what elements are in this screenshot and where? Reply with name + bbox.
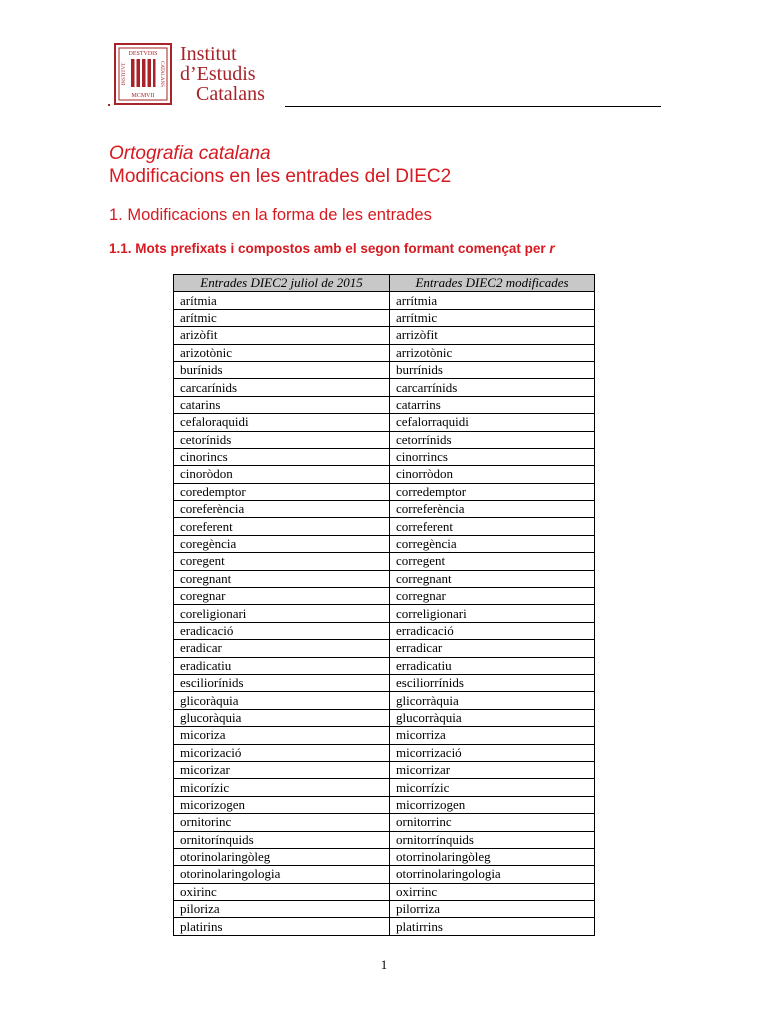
cell-modified-entry: erradicatiu: [390, 657, 595, 674]
cell-modified-entry: micorrizar: [390, 761, 595, 778]
cell-original-entry: platirins: [174, 918, 390, 935]
table-row: [174, 918, 595, 935]
subsection-heading-letter: r: [549, 241, 555, 256]
cell-modified-entry: otorrinolaringologia: [390, 866, 595, 883]
cell-modified-entry: cetorrínids: [390, 431, 595, 448]
column-header-original: Entrades DIEC2 juliol de 2015: [174, 275, 390, 292]
cell-modified-entry: arrítmic: [390, 309, 595, 326]
table-row: [174, 344, 595, 361]
cell-modified-entry: micorrízic: [390, 779, 595, 796]
cell-modified-entry: cefalorraquidi: [390, 414, 595, 431]
cell-original-entry: micoriza: [174, 727, 390, 744]
table-row: [174, 727, 595, 744]
table-row: [174, 901, 595, 918]
cell-original-entry: eradicació: [174, 622, 390, 639]
table-row: [174, 709, 595, 726]
document-title-italic: Ortografia catalana: [109, 143, 271, 164]
document-title: Modificacions en les entrades del DIEC2: [109, 166, 452, 187]
cell-original-entry: eradicatiu: [174, 657, 390, 674]
cell-modified-entry: corregnant: [390, 570, 595, 587]
cell-modified-entry: oxirrinc: [390, 883, 595, 900]
svg-text:CATALANS: CATALANS: [159, 61, 164, 87]
table-row: [174, 883, 595, 900]
institution-line-3: Catalans: [196, 83, 265, 105]
svg-text:MCMVII: MCMVII: [131, 93, 155, 99]
cell-original-entry: esciliorínids: [174, 674, 390, 691]
cell-modified-entry: cinorròdon: [390, 466, 595, 483]
cell-original-entry: arítmic: [174, 309, 390, 326]
institution-line-1: Institut: [180, 43, 237, 65]
table-row: [174, 866, 595, 883]
cell-modified-entry: ornitorrinc: [390, 814, 595, 831]
page-number: 1: [380, 957, 388, 972]
iec-seal-logo: [114, 43, 172, 105]
cell-original-entry: cinorincs: [174, 448, 390, 465]
cell-original-entry: coregnar: [174, 588, 390, 605]
table-row: [174, 327, 595, 344]
subsection-heading: [109, 241, 555, 256]
table-row: [174, 501, 595, 518]
table-row: [174, 309, 595, 326]
cell-modified-entry: glucorràquia: [390, 709, 595, 726]
table-row: [174, 622, 595, 639]
cell-original-entry: glucoràquia: [174, 709, 390, 726]
table-row: [174, 674, 595, 691]
cell-original-entry: arítmia: [174, 292, 390, 309]
table-row: [174, 692, 595, 709]
table-row: [174, 796, 595, 813]
cell-modified-entry: erradicar: [390, 640, 595, 657]
table-row: [174, 588, 595, 605]
table-row: [174, 292, 595, 309]
table-row: [174, 448, 595, 465]
cell-original-entry: eradicar: [174, 640, 390, 657]
cell-original-entry: burínids: [174, 361, 390, 378]
cell-original-entry: arizòfit: [174, 327, 390, 344]
table-row: [174, 379, 595, 396]
svg-text:DESTVDIS: DESTVDIS: [128, 51, 158, 57]
cell-modified-entry: glicorràquia: [390, 692, 595, 709]
cell-original-entry: glicoràquia: [174, 692, 390, 709]
table-row: [174, 640, 595, 657]
table-row: [174, 361, 595, 378]
table-row: [174, 466, 595, 483]
cell-original-entry: ornitorínquids: [174, 831, 390, 848]
cell-modified-entry: arrítmia: [390, 292, 595, 309]
cell-original-entry: coreferència: [174, 501, 390, 518]
table-row: [174, 431, 595, 448]
cell-original-entry: coregnant: [174, 570, 390, 587]
table-row: [174, 761, 595, 778]
cell-modified-entry: erradicació: [390, 622, 595, 639]
cell-modified-entry: ornitorrínquids: [390, 831, 595, 848]
cell-modified-entry: otorrinolaringòleg: [390, 848, 595, 865]
cell-modified-entry: micorrizació: [390, 744, 595, 761]
table-row: [174, 744, 595, 761]
cell-modified-entry: micorrizogen: [390, 796, 595, 813]
cell-original-entry: coregència: [174, 535, 390, 552]
cell-original-entry: coredemptor: [174, 483, 390, 500]
cell-modified-entry: platirrins: [390, 918, 595, 935]
cell-original-entry: coreferent: [174, 518, 390, 535]
cell-original-entry: micorízic: [174, 779, 390, 796]
cell-modified-entry: cinorrincs: [390, 448, 595, 465]
cell-original-entry: coregent: [174, 553, 390, 570]
cell-original-entry: arizotònic: [174, 344, 390, 361]
institution-name: [180, 44, 265, 104]
cell-modified-entry: arrizòfit: [390, 327, 595, 344]
entries-table: [173, 274, 595, 936]
cell-original-entry: otorinolaringologia: [174, 866, 390, 883]
cell-modified-entry: arrizotònic: [390, 344, 595, 361]
table-row: [174, 396, 595, 413]
table-row: [174, 483, 595, 500]
cell-modified-entry: pilorriza: [390, 901, 595, 918]
cell-modified-entry: burrínids: [390, 361, 595, 378]
cell-original-entry: cetorínids: [174, 431, 390, 448]
table-row: [174, 831, 595, 848]
section-heading: 1. Modificacions en la forma de les entrades: [109, 206, 432, 224]
cell-modified-entry: carcarrínids: [390, 379, 595, 396]
table-row: [174, 518, 595, 535]
institution-line-2: d’Estudis: [180, 63, 256, 85]
table-row: [174, 779, 595, 796]
table-row: [174, 605, 595, 622]
cell-original-entry: piloriza: [174, 901, 390, 918]
svg-text:INSTITVT: INSTITVT: [122, 62, 127, 86]
cell-original-entry: cefaloraquidi: [174, 414, 390, 431]
table-row: [174, 414, 595, 431]
cell-original-entry: oxirinc: [174, 883, 390, 900]
cell-modified-entry: corregnar: [390, 588, 595, 605]
table-row: [174, 814, 595, 831]
cell-original-entry: catarins: [174, 396, 390, 413]
cell-original-entry: otorinolaringòleg: [174, 848, 390, 865]
cell-modified-entry: corredemptor: [390, 483, 595, 500]
table-row: [174, 535, 595, 552]
cell-modified-entry: corregència: [390, 535, 595, 552]
header-dot: [108, 104, 110, 106]
cell-modified-entry: correferent: [390, 518, 595, 535]
table-row: [174, 553, 595, 570]
cell-original-entry: cinoròdon: [174, 466, 390, 483]
table-body: [174, 292, 595, 935]
cell-modified-entry: micorriza: [390, 727, 595, 744]
table-row: [174, 848, 595, 865]
cell-original-entry: ornitorinc: [174, 814, 390, 831]
cell-modified-entry: catarrins: [390, 396, 595, 413]
subsection-heading-text: 1.1. Mots prefixats i compostos amb el segon formant començat per: [109, 241, 550, 256]
header-rule: [285, 106, 661, 107]
cell-modified-entry: corregent: [390, 553, 595, 570]
cell-original-entry: micorizar: [174, 761, 390, 778]
cell-original-entry: carcarínids: [174, 379, 390, 396]
cell-modified-entry: esciliorrínids: [390, 674, 595, 691]
column-header-modified: Entrades DIEC2 modificades: [390, 275, 595, 292]
table-header-row: [174, 275, 595, 292]
cell-modified-entry: correferència: [390, 501, 595, 518]
table-row: [174, 570, 595, 587]
table-row: [174, 657, 595, 674]
cell-original-entry: micorizació: [174, 744, 390, 761]
cell-original-entry: coreligionari: [174, 605, 390, 622]
cell-original-entry: micorizogen: [174, 796, 390, 813]
cell-modified-entry: correligionari: [390, 605, 595, 622]
